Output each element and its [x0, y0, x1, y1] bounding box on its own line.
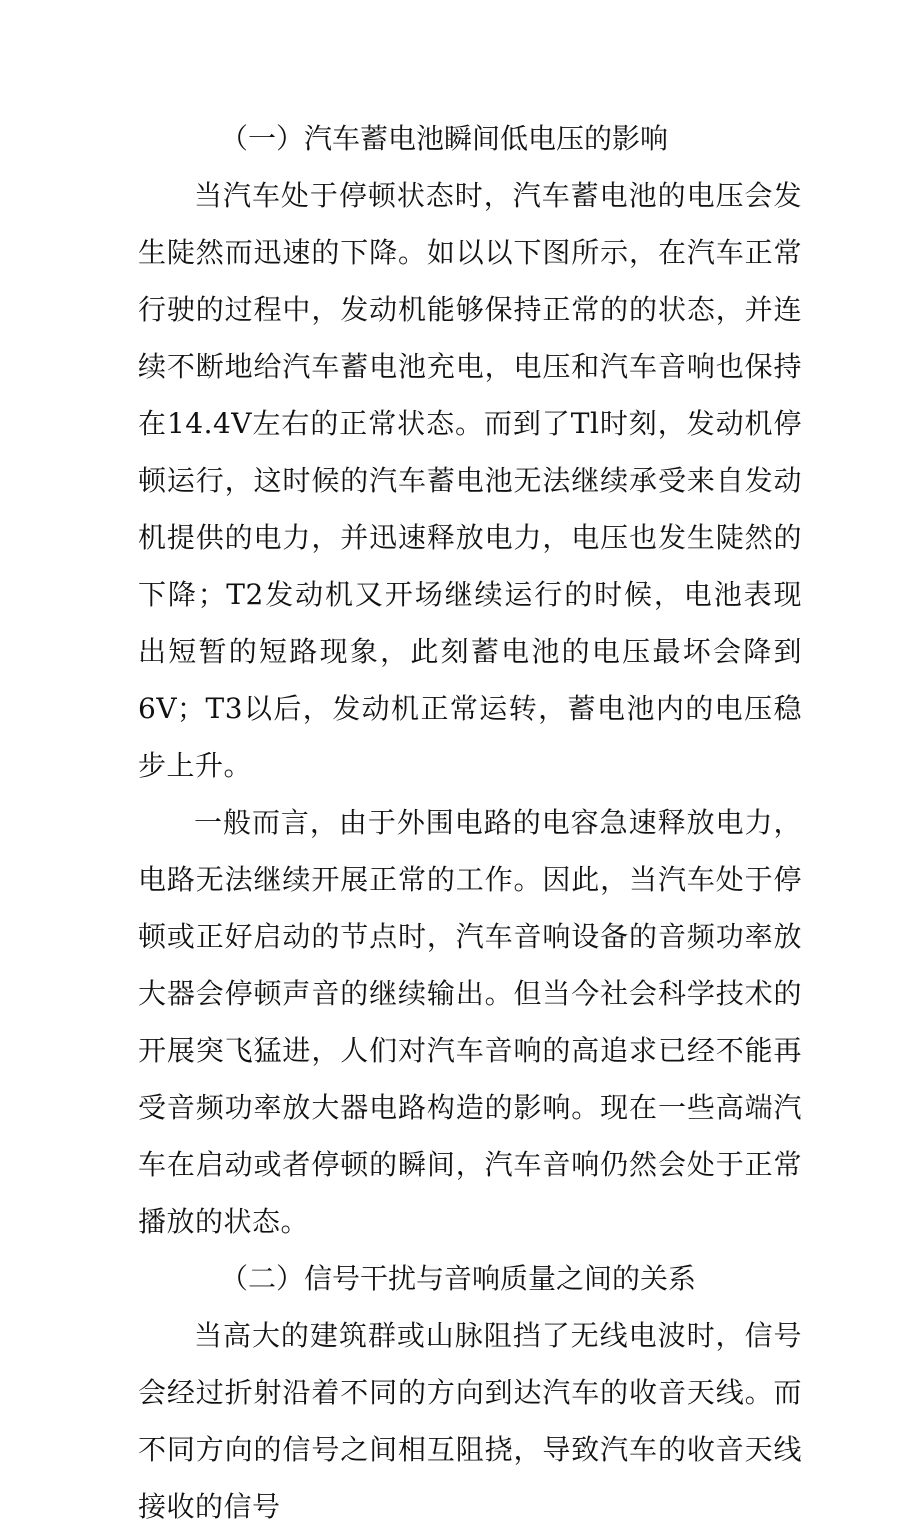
paragraph-3: 当高大的建筑群或山脉阻挡了无线电波时，信号会经过折射沿着不同的方向到达汽车的收音天线。而不同方向的信号之间相互阻挠，导致汽车的收音天线接收的信号 — [138, 1319, 802, 1523]
section-heading-1: （一）汽车蓄电池瞬间低电压的影响 — [220, 122, 669, 155]
paragraph-2: 一般而言，由于外围电路的电容急速释放电力，电路无法继续开展正常的工作。因此，当汽车处于停顿或正好启动的节点时，汽车音响设备的音频功率放大器会停顿声音的继续输出。但当今社会科学技术的开展突飞猛进，人们对汽车音响的高追求已经不能再受音频功率放大器电路构造的影响。现在一些高端汽车在启动或者停顿的瞬间，汽车音响仍然会处于正常播放的状态。 — [138, 806, 802, 1238]
section-heading-2: （二）信号干扰与音响质量之间的关系 — [220, 1262, 697, 1295]
paragraph-1: 当汽车处于停顿状态时，汽车蓄电池的电压会发生陡然而迅速的下降。如以以下图所示，在汽车正常行驶的过程中，发动机能够保持正常的的状态，并连续不断地给汽车蓄电池充电，电压和汽车音响也保持在14.4V左右的正常状态。而到了Tl时刻，发动机停顿运行，这时候的汽车蓄电池无法继续承受来自发动机提供的电力，并迅速释放电力，电压也发生陡然的下降；T2发动机又开场继续运行的时候，电池表现出短暂的短路现象，此刻蓄电池的电压最坏会降到6V；T3以后，发动机正常运转，蓄电池内的电压稳步上升。 — [138, 179, 802, 782]
